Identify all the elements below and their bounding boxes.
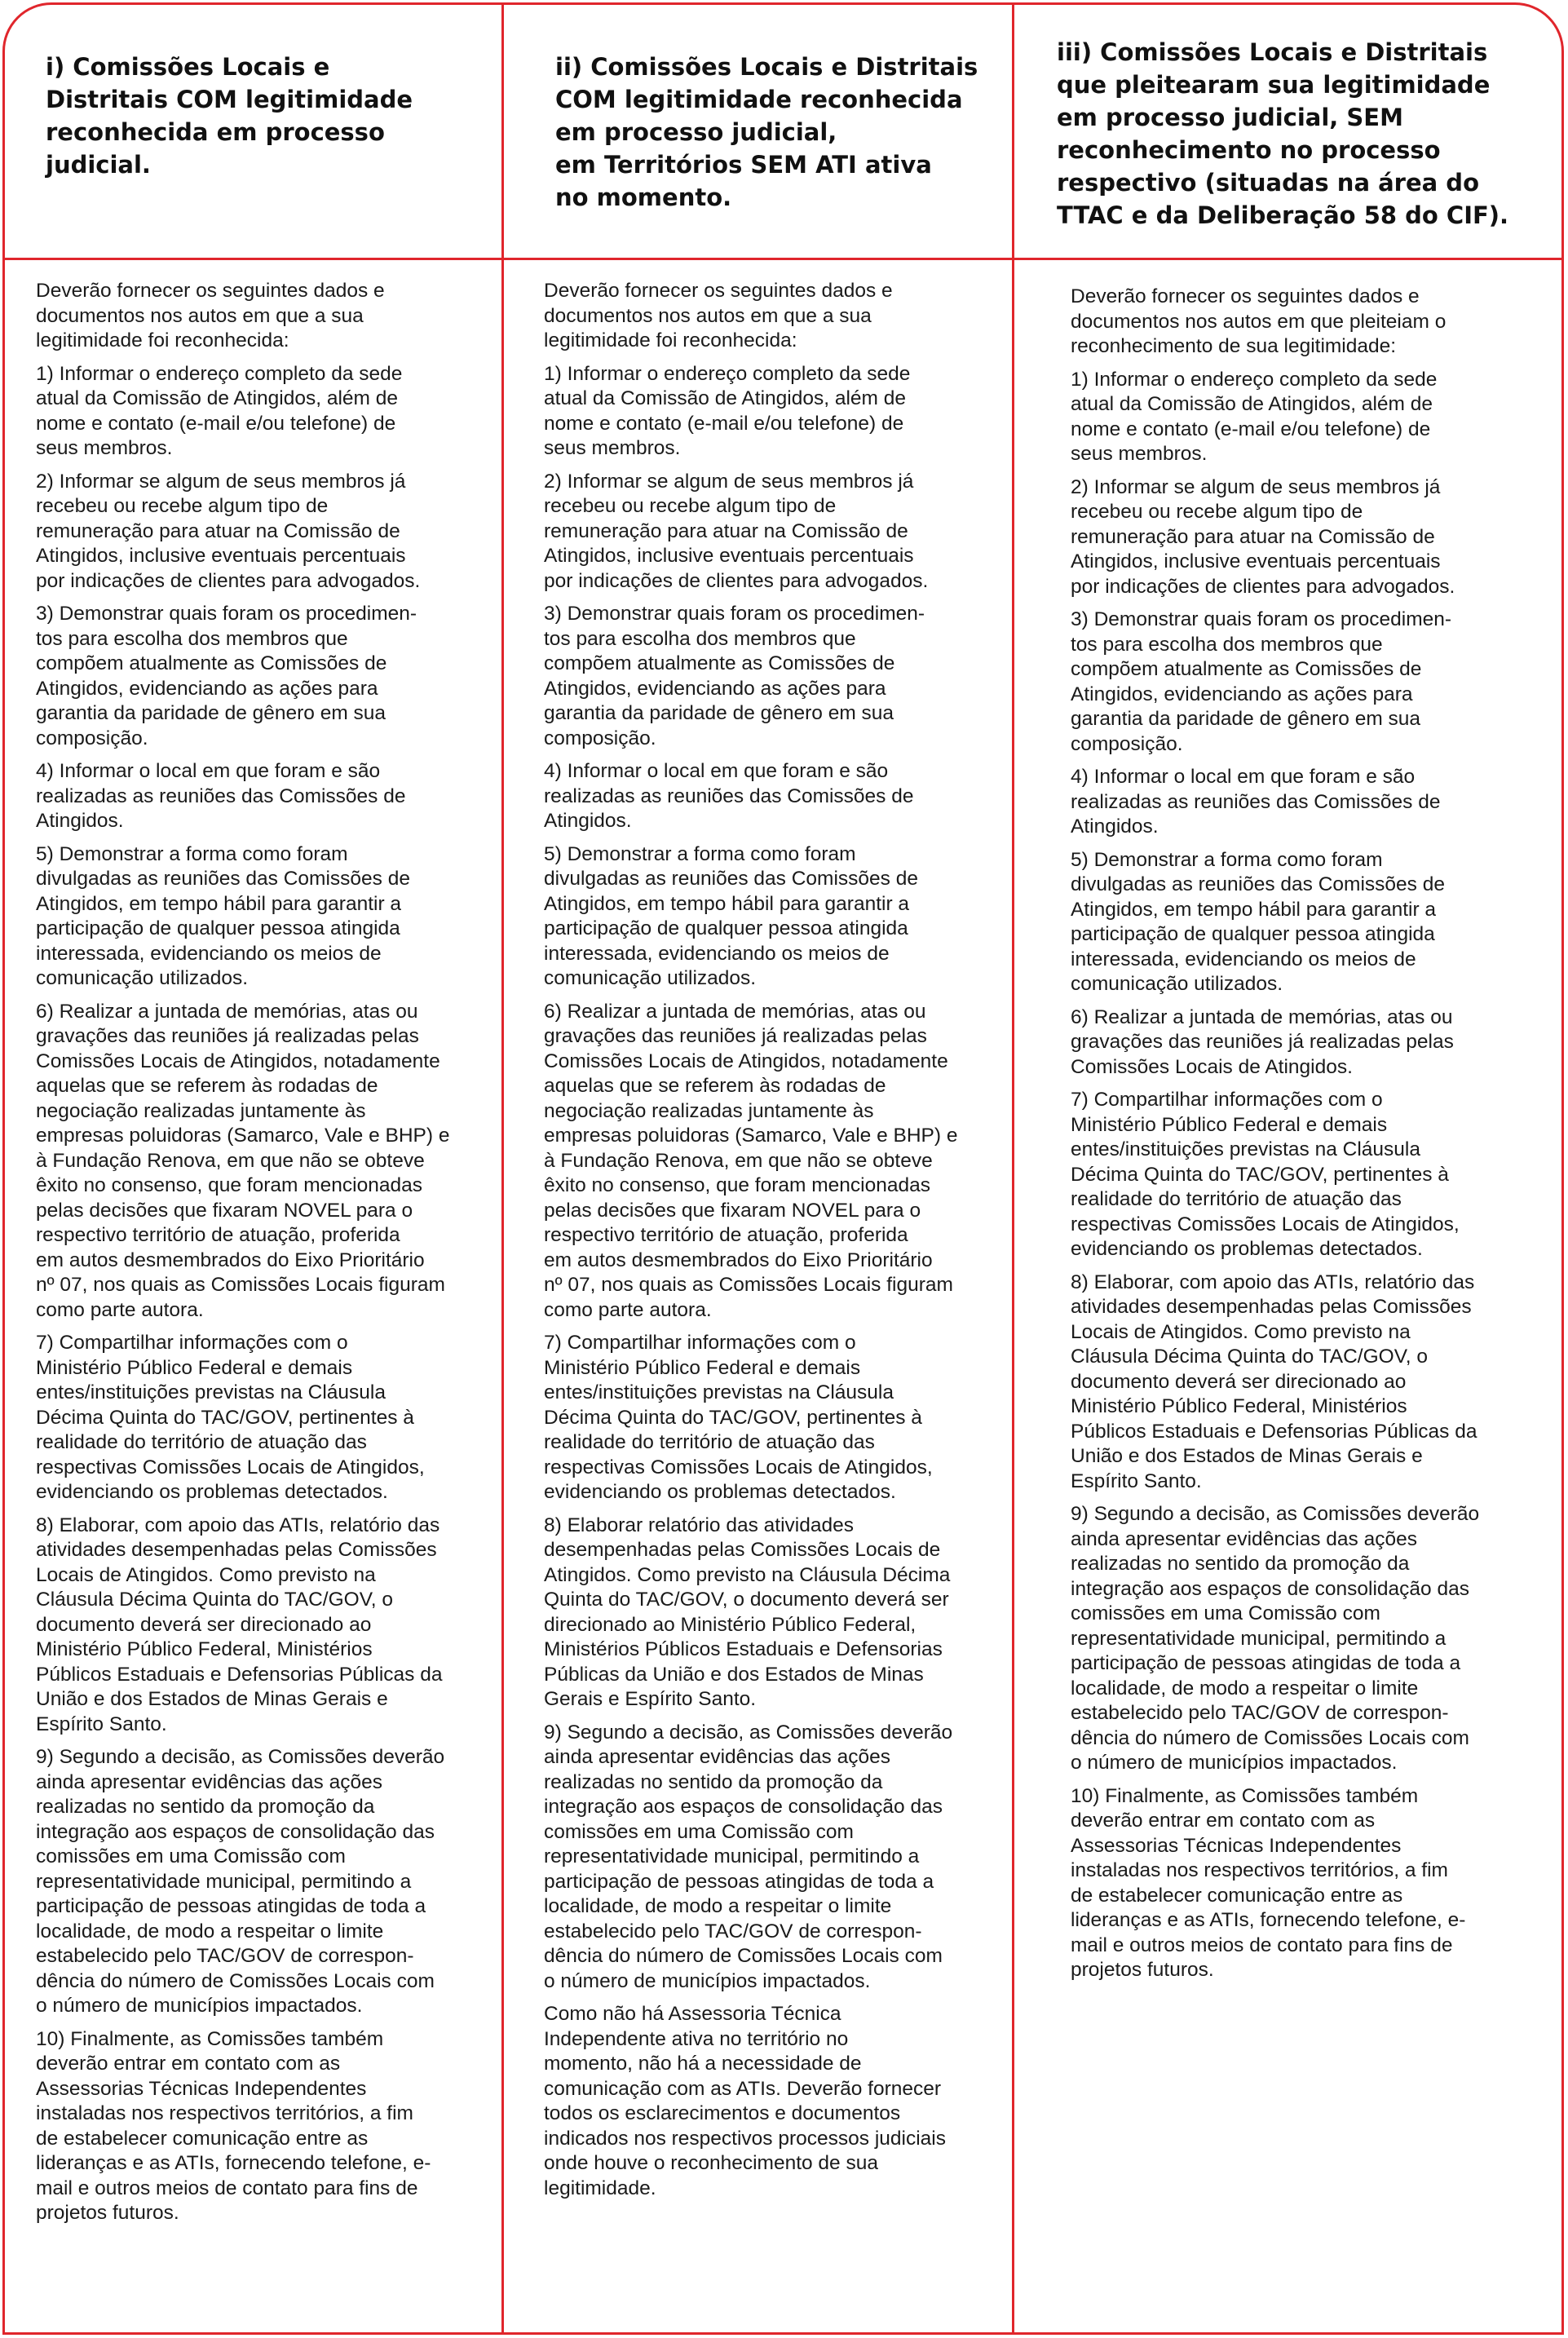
text-line: Deverão fornecer os seguintes dados e [1071, 285, 1420, 307]
intro-paragraph [1071, 285, 1544, 360]
text-line: tos para escolha dos membros que [544, 627, 856, 650]
text-line: Cláusula Décima Quinta do TAC/GOV, o [1071, 1346, 1429, 1368]
text-line: 8) Elaborar, com apoio das ATIs, relatório das [1071, 1271, 1475, 1293]
text-line: Ministérios Públicos Estaduais e Defensorias [544, 1638, 943, 1660]
text-line: representatividade municipal, permitindo a [544, 1845, 920, 1867]
text-line: remuneração para atuar na Comissão de [1071, 525, 1435, 548]
requirement-item [544, 759, 984, 834]
text-line: Ministério Público Federal e demais [1071, 1113, 1388, 1136]
text-line: no momento. [555, 183, 732, 211]
text-line: Comissões Locais de Atingidos. [1071, 1055, 1353, 1078]
text-line: respectivo (situadas na área do [1057, 169, 1479, 197]
requirement-item [36, 1514, 476, 1738]
text-line: Públicos Estaduais e Defensorias Públicas da [36, 1663, 443, 1686]
text-line: remuneração para atuar na Comissão de [36, 519, 400, 542]
text-line: divulgadas as reuniões das Comissões de [36, 868, 410, 890]
text-line: mail e outros meios de contato para fins de [36, 2177, 418, 2199]
text-line: deverão entrar em contato com as [36, 2053, 341, 2075]
text-line: legitimidade foi reconhecida: [36, 329, 289, 351]
column-2-header [555, 51, 978, 214]
text-line: que pleitearam sua legitimidade [1057, 71, 1491, 99]
text-line: à Fundação Renova, em que não se obteve [544, 1149, 933, 1172]
text-line: ainda apresentar evidências das ações [544, 1746, 890, 1768]
text-line: 6) Realizar a juntada de memórias, atas ou [36, 1000, 418, 1023]
requirement-item [36, 362, 476, 462]
text-line: Atingidos, inclusive eventuais percentuais [36, 545, 406, 567]
text-line: reconhecimento de sua legitimidade: [1071, 335, 1397, 357]
text-line: atividades desempenhadas pelas Comissões [36, 1539, 437, 1561]
text-line: judicial. [46, 151, 151, 179]
text-line: realizadas as reuniões das Comissões de [544, 784, 914, 807]
text-line: Atingidos. [544, 810, 632, 832]
text-line: dência do número de Comissões Locais com [36, 1969, 435, 1992]
text-line: garantia da paridade de gênero em sua [1071, 708, 1421, 730]
text-line: reconhecida em processo [46, 118, 385, 146]
text-line: por indicações de clientes para advogados. [1071, 575, 1455, 598]
text-line: 5) Demonstrar a forma como foram [544, 842, 856, 865]
text-line: mail e outros meios de contato para fins de [1071, 1934, 1453, 1956]
text-line: Décima Quinta do TAC/GOV, pertinentes à [544, 1406, 922, 1429]
text-line: 5) Demonstrar a forma como foram [36, 842, 348, 865]
text-line: de estabelecer comunicação entre as [36, 2127, 369, 2150]
text-line: o número de municípios impactados. [1071, 1752, 1398, 1774]
text-line: 4) Informar o local em que foram e são [1071, 766, 1416, 788]
text-line: comissões em uma Comissão com [36, 1845, 346, 1867]
text-line: realizadas as reuniões das Comissões de [1071, 790, 1441, 813]
text-line: em processo judicial, [555, 118, 837, 146]
text-line: à Fundação Renova, em que não se obteve [36, 1149, 425, 1172]
text-line: o número de municípios impactados. [36, 1995, 363, 2017]
text-line: em processo judicial, SEM [1057, 104, 1403, 131]
text-line: onde houve o reconhecimento de sua [544, 2152, 878, 2174]
text-line: 7) Compartilhar informações com o [1071, 1089, 1383, 1111]
text-line: integração aos espaços de consolidação das [36, 1820, 435, 1843]
requirement-item [36, 759, 476, 834]
text-line: compõem atualmente as Comissões de [1071, 658, 1422, 680]
text-line: localidade, de modo a respeitar o limite [544, 1895, 892, 1917]
text-line: ainda apresentar evidências das ações [36, 1770, 382, 1793]
text-line: 2) Informar se algum de seus membros já [1071, 475, 1441, 498]
text-line: participação de qualquer pessoa atingida [544, 917, 908, 939]
text-line: seus membros. [544, 437, 681, 459]
text-line: nome e contato (e-mail e/ou telefone) de [36, 412, 396, 435]
text-line: documento deverá ser direcionado ao [36, 1613, 372, 1636]
text-line: 7) Compartilhar informações com o [36, 1332, 348, 1354]
text-line: composição. [1071, 732, 1183, 755]
text-line: evidenciando os problemas detectados. [36, 1481, 388, 1503]
text-line: respectivo território de atuação, proferida [544, 1224, 908, 1246]
text-line: Cláusula Décima Quinta do TAC/GOV, o [36, 1589, 394, 1611]
text-line: êxito no consenso, que foram mencionadas [544, 1174, 930, 1196]
text-line: TTAC e da Deliberação 58 do CIF). [1057, 201, 1509, 229]
requirement-item [1071, 765, 1544, 840]
text-line: respectivas Comissões Locais de Atingidos, [1071, 1213, 1460, 1235]
text-line: Distritais COM legitimidade [46, 86, 413, 113]
requirement-item [1071, 608, 1544, 757]
text-line: Atingidos, em tempo hábil para garantir a [1071, 898, 1437, 921]
text-line: Públicas da União e dos Estados de Minas [544, 1663, 924, 1686]
text-line: lideranças e as ATIs, fornecendo telefone, e- [1071, 1909, 1466, 1931]
text-line: Independente ativa no território no [544, 2027, 849, 2050]
text-line: gravações das reuniões já realizadas pelas [36, 1025, 419, 1047]
text-line: realizadas no sentido da promoção da [36, 1796, 375, 1818]
text-line: 9) Segundo a decisão, as Comissões deverão [36, 1746, 445, 1768]
text-line: localidade, de modo a respeitar o limite [1071, 1677, 1419, 1699]
text-line: 3) Demonstrar quais foram os procedimen- [36, 603, 417, 625]
text-line: COM legitimidade reconhecida [555, 86, 963, 113]
text-line: respectivo território de atuação, proferida [36, 1224, 400, 1246]
text-line: respectivas Comissões Locais de Atingidos, [544, 1456, 933, 1478]
text-line: legitimidade foi reconhecida: [544, 329, 797, 351]
text-line: recebeu ou recebe algum tipo de [36, 495, 329, 517]
intro-paragraph [544, 279, 984, 354]
text-line: 8) Elaborar, com apoio das ATIs, relatório das [36, 1514, 440, 1536]
text-line: Atingidos. [36, 810, 124, 832]
header-divider [5, 258, 1561, 260]
requirement-item [36, 1745, 476, 2019]
text-line: 5) Demonstrar a forma como foram [1071, 848, 1383, 871]
text-line: 6) Realizar a juntada de memórias, atas ou [544, 1000, 926, 1023]
text-line: pelas decisões que fixaram NOVEL para o [36, 1199, 413, 1222]
requirement-item [36, 842, 476, 992]
text-line: gravações das reuniões já realizadas pelas [1071, 1031, 1454, 1053]
text-line: Locais de Atingidos. Como previsto na [36, 1563, 376, 1586]
text-line: documentos nos autos em que pleiteiam o [1071, 310, 1447, 333]
text-line: 1) Informar o endereço completo da sede [36, 362, 403, 385]
requirement-item [544, 1721, 984, 1995]
text-line: realizadas as reuniões das Comissões de [36, 784, 406, 807]
text-line: localidade, de modo a respeitar o limite [36, 1920, 384, 1942]
text-line: por indicações de clientes para advogados. [544, 569, 929, 592]
text-line: Atingidos, em tempo hábil para garantir a [544, 892, 910, 915]
requirement-item [544, 470, 984, 594]
text-line: integração aos espaços de consolidação das [1071, 1577, 1469, 1600]
text-line: comissões em uma Comissão com [544, 1820, 854, 1843]
text-line: 4) Informar o local em que foram e são [544, 760, 889, 782]
text-line: 2) Informar se algum de seus membros já [544, 470, 914, 493]
text-line: Deverão fornecer os seguintes dados e [36, 280, 385, 302]
text-line: de estabelecer comunicação entre as [1071, 1884, 1403, 1907]
text-line: atual da Comissão de Atingidos, além de [36, 387, 398, 409]
text-line: integração aos espaços de consolidação das [544, 1796, 943, 1818]
text-line: evidenciando os problemas detectados. [544, 1481, 896, 1503]
text-line: garantia da paridade de gênero em sua [544, 702, 894, 724]
column-divider-1 [501, 5, 504, 2332]
requirement-item [544, 602, 984, 751]
text-line: 1) Informar o endereço completo da sede [1071, 368, 1438, 391]
text-line: comunicação utilizados. [1071, 973, 1283, 995]
text-line: comunicação utilizados. [36, 967, 249, 989]
text-line: recebeu ou recebe algum tipo de [544, 495, 837, 517]
text-line: estabelecido pelo TAC/GOV de correspon- [36, 1945, 414, 1967]
text-line: realizadas no sentido da promoção da [544, 1770, 883, 1793]
text-line: aquelas que se referem às rodadas de [544, 1075, 886, 1097]
text-line: tos para escolha dos membros que [36, 627, 348, 650]
requirement-item [1071, 848, 1544, 997]
text-line: aquelas que se referem às rodadas de [36, 1075, 378, 1097]
text-line: representatividade municipal, permitindo a [36, 1870, 412, 1893]
requirement-item [1071, 475, 1544, 600]
text-line: 4) Informar o local em que foram e são [36, 760, 381, 782]
text-line: comunicação com as ATIs. Deverão fornecer [544, 2077, 942, 2100]
text-line: divulgadas as reuniões das Comissões de [1071, 873, 1445, 895]
requirement-item [36, 1000, 476, 1324]
text-line: participação de qualquer pessoa atingida [1071, 923, 1435, 945]
text-line: Atingidos, em tempo hábil para garantir a [36, 892, 402, 915]
text-line: participação de pessoas atingidas de toda a [1071, 1652, 1461, 1674]
text-line: todos os esclarecimentos e documentos [544, 2102, 901, 2124]
text-line: nome e contato (e-mail e/ou telefone) de [1071, 418, 1431, 440]
text-line: entes/instituições previstas na Cláusula [36, 1381, 386, 1403]
text-line: Locais de Atingidos. Como previsto na [1071, 1320, 1411, 1343]
requirement-item [1071, 1271, 1544, 1495]
text-line: Atingidos. Como previsto na Cláusula Décima [544, 1563, 951, 1586]
text-line: comissões em uma Comissão com [1071, 1602, 1380, 1624]
text-line: negociação realizadas juntamente às [36, 1099, 366, 1122]
text-line: Atingidos, evidenciando as ações para [36, 677, 378, 700]
requirement-item [1071, 1088, 1544, 1262]
text-line: Espírito Santo. [36, 1713, 167, 1735]
text-line: reconhecimento no processo [1057, 136, 1441, 164]
text-line: Atingidos. [1071, 815, 1159, 838]
text-line: como parte autora. [36, 1298, 204, 1321]
text-line: Espírito Santo. [1071, 1470, 1202, 1492]
intro-paragraph [36, 279, 476, 354]
text-line: Deverão fornecer os seguintes dados e [544, 280, 893, 302]
text-line: estabelecido pelo TAC/GOV de correspon- [1071, 1702, 1449, 1724]
requirement-item [36, 2027, 476, 2226]
text-line: empresas poluidoras (Samarco, Vale e BHP) e [36, 1125, 450, 1147]
text-line: Quinta do TAC/GOV, o documento deverá ser [544, 1589, 949, 1611]
text-line: Décima Quinta do TAC/GOV, pertinentes à [36, 1406, 414, 1429]
text-line: realidade do território de atuação das [36, 1431, 367, 1453]
requirement-item [544, 842, 984, 992]
text-line: Ministério Público Federal e demais [544, 1356, 861, 1379]
text-line: em autos desmembrados do Eixo Prioritário [544, 1249, 933, 1271]
text-line: nº 07, nos quais as Comissões Locais figuram [544, 1274, 953, 1296]
text-line: interessada, evidenciando os meios de [544, 942, 890, 965]
requirement-item [544, 1000, 984, 1324]
text-line: Ministério Público Federal, Ministérios [1071, 1395, 1407, 1417]
text-line: 10) Finalmente, as Comissões também [1071, 1784, 1419, 1807]
text-line: participação de pessoas atingidas de toda a [36, 1895, 426, 1917]
text-line: instaladas nos respectivos territórios, a fim [36, 2102, 413, 2124]
text-line: composição. [544, 727, 656, 749]
text-line: 3) Demonstrar quais foram os procedimen- [544, 603, 925, 625]
text-line: 8) Elaborar relatório das atividades [544, 1514, 854, 1536]
text-line: empresas poluidoras (Samarco, Vale e BHP) e [544, 1125, 958, 1147]
text-line: Atingidos, evidenciando as ações para [1071, 683, 1413, 705]
requirement-item [36, 602, 476, 751]
text-line: Comissões Locais de Atingidos, notadamente [36, 1050, 440, 1072]
requirement-item [544, 1514, 984, 1713]
text-line: o número de municípios impactados. [544, 1969, 871, 1992]
text-line: Como não há Assessoria Técnica [544, 2003, 841, 2025]
text-line: Assessorias Técnicas Independentes [36, 2077, 367, 2100]
text-line: realidade do território de atuação das [544, 1431, 875, 1453]
column-1-body [36, 279, 476, 2234]
text-line: compõem atualmente as Comissões de [36, 652, 387, 674]
text-line: ii) Comissões Locais e Distritais [555, 53, 978, 81]
text-line: tos para escolha dos membros que [1071, 633, 1383, 656]
text-line: Atingidos, inclusive eventuais percentuais [1071, 550, 1441, 572]
text-line: respectivas Comissões Locais de Atingidos, [36, 1456, 425, 1478]
requirement-item [1071, 1502, 1544, 1776]
text-line: dência do número de Comissões Locais com [544, 1945, 943, 1967]
text-line: atual da Comissão de Atingidos, além de [544, 387, 906, 409]
text-line: atividades desempenhadas pelas Comissões [1071, 1296, 1472, 1318]
text-line: Décima Quinta do TAC/GOV, pertinentes à [1071, 1163, 1449, 1186]
text-line: documentos nos autos em que a sua [544, 304, 872, 327]
text-line: 10) Finalmente, as Comissões também [36, 2027, 384, 2050]
text-line: Gerais e Espírito Santo. [544, 1688, 757, 1710]
text-line: direcionado ao Ministério Público Federal, [544, 1613, 917, 1636]
requirement-item [544, 2002, 984, 2201]
text-line: documento deverá ser direcionado ao [1071, 1370, 1407, 1393]
text-line: projetos futuros. [36, 2202, 179, 2224]
text-line: i) Comissões Locais e [46, 53, 330, 81]
column-divider-2 [1012, 5, 1014, 2332]
requirement-item [36, 1331, 476, 1505]
text-line: negociação realizadas juntamente às [544, 1099, 874, 1122]
text-line: entes/instituições previstas na Cláusula [544, 1381, 894, 1403]
text-line: realizadas no sentido da promoção da [1071, 1553, 1410, 1575]
text-line: dência do número de Comissões Locais com [1071, 1726, 1469, 1749]
text-line: em autos desmembrados do Eixo Prioritário [36, 1249, 425, 1271]
text-line: legitimidade. [544, 2177, 656, 2199]
text-line: Atingidos, inclusive eventuais percentuais [544, 545, 914, 567]
text-line: 3) Demonstrar quais foram os procedimen- [1071, 608, 1452, 630]
text-line: seus membros. [1071, 443, 1208, 465]
text-line: lideranças e as ATIs, fornecendo telefone, e- [36, 2152, 431, 2174]
text-line: Ministério Público Federal e demais [36, 1356, 353, 1379]
text-line: êxito no consenso, que foram mencionadas [36, 1174, 422, 1196]
column-3-body [1071, 285, 1544, 1991]
text-line: representatividade municipal, permitindo a [1071, 1627, 1447, 1650]
text-line: Comissões Locais de Atingidos, notadamente [544, 1050, 948, 1072]
text-line: evidenciando os problemas detectados. [1071, 1238, 1423, 1260]
text-line: participação de qualquer pessoa atingida [36, 917, 400, 939]
text-line: estabelecido pelo TAC/GOV de correspon- [544, 1920, 922, 1942]
column-3-header [1057, 36, 1508, 232]
text-line: realidade do território de atuação das [1071, 1188, 1402, 1210]
text-line: indicados nos respectivos processos judiciais [544, 2127, 946, 2150]
text-line: desempenhadas pelas Comissões Locais de [544, 1539, 941, 1561]
text-line: composição. [36, 727, 148, 749]
text-line: garantia da paridade de gênero em sua [36, 702, 386, 724]
text-line: divulgadas as reuniões das Comissões de [544, 868, 918, 890]
text-line: comunicação utilizados. [544, 967, 757, 989]
text-line: ainda apresentar evidências das ações [1071, 1527, 1417, 1550]
requirement-item [1071, 368, 1544, 467]
text-line: 9) Segundo a decisão, as Comissões deverão [544, 1721, 953, 1744]
text-line: União e dos Estados de Minas Gerais e [1071, 1445, 1423, 1467]
text-line: entes/instituições previstas na Cláusula [1071, 1138, 1420, 1160]
text-line: atual da Comissão de Atingidos, além de [1071, 393, 1433, 415]
text-line: como parte autora. [544, 1298, 712, 1321]
text-line: 9) Segundo a decisão, as Comissões deverão [1071, 1503, 1480, 1525]
column-2-body [544, 279, 984, 2209]
text-line: Atingidos, evidenciando as ações para [544, 677, 886, 700]
text-line: remuneração para atuar na Comissão de [544, 519, 908, 542]
text-line: Assessorias Técnicas Independentes [1071, 1834, 1402, 1857]
requirement-item [1071, 1784, 1544, 1983]
text-line: União e dos Estados de Minas Gerais e [36, 1688, 388, 1710]
text-line: 6) Realizar a juntada de memórias, atas ou [1071, 1005, 1453, 1028]
text-line: interessada, evidenciando os meios de [36, 942, 382, 965]
text-line: interessada, evidenciando os meios de [1071, 948, 1416, 970]
text-line: nº 07, nos quais as Comissões Locais figuram [36, 1274, 445, 1296]
text-line: por indicações de clientes para advogados. [36, 569, 421, 592]
requirement-item [1071, 1005, 1544, 1081]
text-line: gravações das reuniões já realizadas pelas [544, 1025, 927, 1047]
text-line: Ministério Público Federal, Ministérios [36, 1638, 373, 1660]
text-line: projetos futuros. [1071, 1959, 1214, 1981]
text-line: em Territórios SEM ATI ativa [555, 151, 932, 179]
text-line: seus membros. [36, 437, 173, 459]
text-line: instaladas nos respectivos territórios, a fim [1071, 1859, 1448, 1881]
column-1-header [46, 51, 413, 181]
text-line: momento, não há a necessidade de [544, 2053, 862, 2075]
text-line: recebeu ou recebe algum tipo de [1071, 501, 1363, 523]
text-line: iii) Comissões Locais e Distritais [1057, 38, 1488, 66]
requirement-item [544, 362, 984, 462]
text-line: deverão entrar em contato com as [1071, 1810, 1376, 1832]
text-line: 1) Informar o endereço completo da sede [544, 362, 911, 385]
text-line: 7) Compartilhar informações com o [544, 1332, 856, 1354]
text-line: pelas decisões que fixaram NOVEL para o [544, 1199, 921, 1222]
text-line: nome e contato (e-mail e/ou telefone) de [544, 412, 904, 435]
text-line: Públicos Estaduais e Defensorias Públicas da [1071, 1420, 1477, 1443]
requirement-item [36, 470, 476, 594]
text-line: 2) Informar se algum de seus membros já [36, 470, 406, 493]
requirement-item [544, 1331, 984, 1505]
text-line: documentos nos autos em que a sua [36, 304, 364, 327]
text-line: compõem atualmente as Comissões de [544, 652, 895, 674]
text-line: participação de pessoas atingidas de toda a [544, 1870, 934, 1893]
